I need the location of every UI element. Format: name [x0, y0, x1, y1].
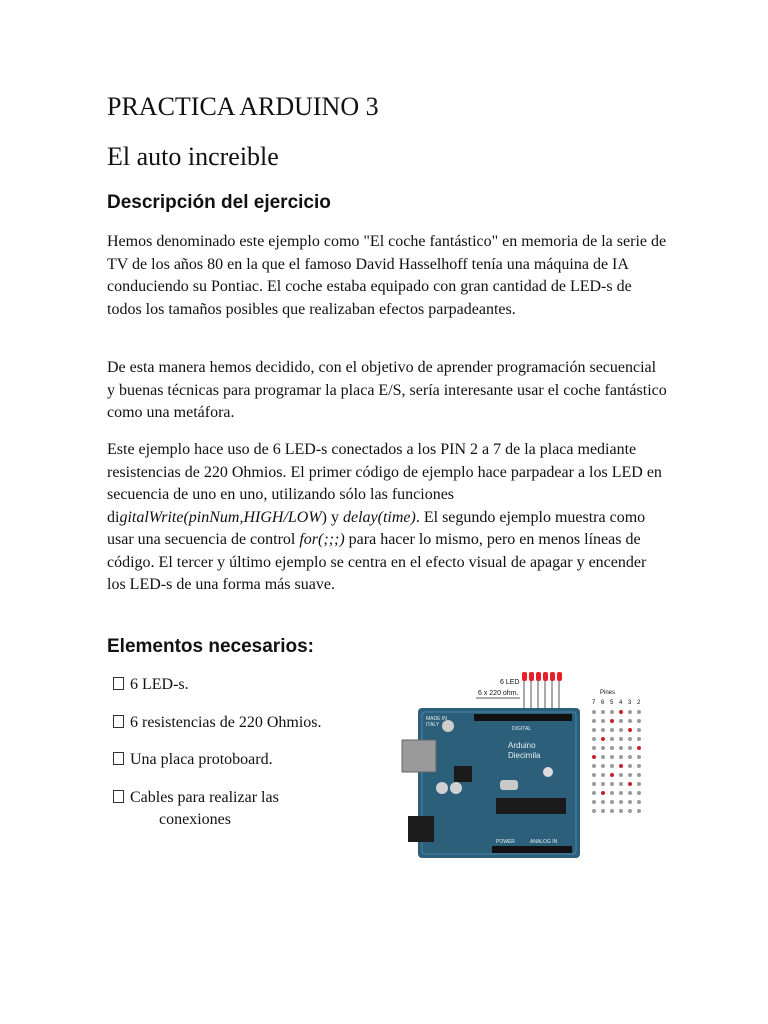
- pin-number: 7: [592, 700, 596, 706]
- pin-number: 4: [619, 700, 623, 706]
- microcontroller-chip: [496, 798, 566, 814]
- pin-dot: [601, 791, 605, 795]
- list-item: [113, 749, 273, 771]
- pin-dot: [628, 764, 632, 768]
- section-heading-description: Descripción del ejercicio: [107, 192, 331, 213]
- list-item-continuation: conexiones: [159, 811, 231, 828]
- section-heading-materials: Elementos necesarios:: [107, 636, 314, 657]
- pin-dot: [592, 710, 596, 714]
- led-group: [522, 672, 562, 681]
- pin-dot: [601, 800, 605, 804]
- pin-dot: [619, 755, 623, 759]
- made-in-text: MADE IN: [426, 716, 447, 722]
- pin-number-row: [592, 700, 641, 706]
- pin-dot: [619, 737, 623, 741]
- list-item-label: Cables para realizar las: [130, 789, 279, 806]
- pin-dot: [601, 809, 605, 813]
- list-item: [113, 787, 279, 831]
- digital-header: [474, 714, 572, 721]
- pin-dot: [628, 755, 632, 759]
- usb-port: [402, 740, 436, 772]
- pin-dot: [610, 728, 614, 732]
- pin-dot: [592, 809, 596, 813]
- pin-dot: [619, 746, 623, 750]
- pin-number: 5: [610, 700, 614, 706]
- pin-dot: [637, 719, 641, 723]
- example-text-g: para hacer lo mismo, pero en menos líneas de código. El tercer y último ejemplo se centra en el efecto visual de apagar y encender los LED-s de una forma más suave.: [107, 531, 647, 593]
- pin-dot: [628, 746, 632, 750]
- pin-dot: [601, 755, 605, 759]
- pin-dot: [592, 773, 596, 777]
- list-item: [113, 712, 322, 734]
- pin-dot: [601, 719, 605, 723]
- pin-dot: [592, 791, 596, 795]
- checkbox-glyph-icon: [113, 715, 124, 728]
- pin-dot: [637, 764, 641, 768]
- led-icon: [536, 672, 541, 681]
- italy-text: ITALY: [426, 722, 440, 728]
- pin-dot: [601, 764, 605, 768]
- pin-dot: [610, 710, 614, 714]
- paragraph-purpose: De esta manera hemos decidido, con el objetivo de aprender programación secuencial y buenas técnicas para programar la placa E/S, sería interesante usar el coche fantástico como una metáfora.: [107, 359, 667, 421]
- pin-dot: [592, 719, 596, 723]
- pin-dot: [619, 710, 623, 714]
- pin-dot: [619, 809, 623, 813]
- analog-header: [492, 846, 572, 853]
- pin-dot: [601, 773, 605, 777]
- pin-dot: [637, 737, 641, 741]
- led-icon: [557, 672, 562, 681]
- pin-dot: [601, 782, 605, 786]
- power-label: POWER: [496, 839, 515, 845]
- pin-dot: [610, 764, 614, 768]
- pin-dot: [619, 800, 623, 804]
- pin-dot: [628, 800, 632, 804]
- checkbox-glyph-icon: [113, 790, 124, 803]
- power-jack: [408, 816, 434, 842]
- pin-dot: [628, 791, 632, 795]
- arduino-board: [402, 708, 580, 858]
- led-icon: [543, 672, 548, 681]
- list-item-label: 6 resistencias de 220 Ohmios.: [130, 714, 322, 731]
- pin-dot: [637, 755, 641, 759]
- pin-dot: [610, 746, 614, 750]
- pin-dot: [637, 746, 641, 750]
- pin-dot: [592, 737, 596, 741]
- pin-dot: [592, 755, 596, 759]
- code-digitalwrite: gitalWrite(pinNum,HIGH/LOW: [119, 508, 322, 526]
- pin-dot: [637, 773, 641, 777]
- paragraph-intro: Hemos denominado este ejemplo como "El coche fantástico" en memoria de la serie de TV de los años 80 en la que el famoso David Hasselhoff tenía una máquina de IA conduciendo su Pontiac. El coche estaba equipado con gran cantidad de LED-s de todos los tamaños posibles que realizaban efectos parpadeantes.: [107, 233, 667, 318]
- led-icon: [550, 672, 555, 681]
- code-for: for(;;;): [299, 531, 345, 548]
- reset-button-icon: [500, 780, 518, 790]
- led-icon: [529, 672, 534, 681]
- board-model: Diecimila: [508, 751, 541, 760]
- pin-dot: [610, 755, 614, 759]
- code-delay: delay(time): [343, 508, 416, 526]
- pin-dot: [628, 719, 632, 723]
- pin-dot: [637, 809, 641, 813]
- pin-dot: [637, 710, 641, 714]
- pin-dot: [628, 782, 632, 786]
- led-label: 6 LED: [500, 679, 520, 686]
- analog-label: ANALOG IN: [530, 839, 558, 845]
- pin-dot: [637, 728, 641, 732]
- pin-dot: [592, 800, 596, 804]
- board-name: Arduino: [508, 741, 536, 750]
- pin-dot: [592, 728, 596, 732]
- pin-dot: [619, 791, 623, 795]
- checkbox-glyph-icon: [113, 677, 124, 690]
- pin-dot: [619, 782, 623, 786]
- arduino-figure: [392, 668, 652, 864]
- list-item-label: 6 LED-s.: [130, 676, 189, 693]
- pin-dot: [619, 764, 623, 768]
- pin-grid: [592, 710, 641, 813]
- pin-dot: [628, 728, 632, 732]
- pin-dot: [610, 782, 614, 786]
- list-item-label: Una placa protoboard.: [130, 751, 273, 768]
- pin-dot: [601, 710, 605, 714]
- pin-dot: [601, 728, 605, 732]
- pin-number: 2: [637, 700, 641, 706]
- pin-dot: [637, 782, 641, 786]
- page-subtitle: El auto increible: [107, 142, 279, 171]
- pin-dot: [610, 737, 614, 741]
- pin-number: 3: [628, 700, 632, 706]
- resistor-label: 6 x 220 ohm.: [478, 690, 519, 697]
- pin-dot: [592, 782, 596, 786]
- small-chip: [454, 766, 472, 782]
- checkbox-glyph-icon: [113, 752, 124, 765]
- pin-dot: [619, 773, 623, 777]
- pin-dot: [619, 728, 623, 732]
- pin-dot: [610, 791, 614, 795]
- pin-dot: [601, 746, 605, 750]
- example-text-a: Este ejemplo hace uso de 6 LED-s conectados a los PIN 2 a 7 de la placa mediante resistencias de 220 Ohmios. El primer código de ejemplo hace parpadear a los LED en secuencia de uno en uno, utilizando sólo las funciones di: [107, 441, 662, 526]
- pin-dot: [592, 764, 596, 768]
- example-text-c: ) y: [321, 508, 343, 526]
- digital-label: DIGITAL: [512, 726, 532, 732]
- pin-dot: [628, 809, 632, 813]
- pin-dot: [610, 773, 614, 777]
- pin-dot: [601, 737, 605, 741]
- pin-number: 6: [601, 700, 605, 706]
- pin-dot: [628, 737, 632, 741]
- pin-dot: [610, 800, 614, 804]
- pin-dot: [628, 710, 632, 714]
- pin-dot: [637, 791, 641, 795]
- pines-label: Pines: [600, 690, 616, 696]
- page-title: PRACTICA ARDUINO 3: [107, 92, 379, 121]
- pin-dot: [610, 809, 614, 813]
- paragraph-example: [107, 439, 667, 597]
- example-text-e: . El segundo ejemplo muestra como usar una secuencia de control: [107, 508, 646, 548]
- pin-dot: [628, 773, 632, 777]
- pin-dot: [610, 719, 614, 723]
- pin-dot: [592, 746, 596, 750]
- pin-dot: [619, 719, 623, 723]
- led-icon: [522, 672, 527, 681]
- pin-dot: [637, 800, 641, 804]
- list-item: [113, 674, 189, 696]
- crystal-icon: [543, 767, 553, 777]
